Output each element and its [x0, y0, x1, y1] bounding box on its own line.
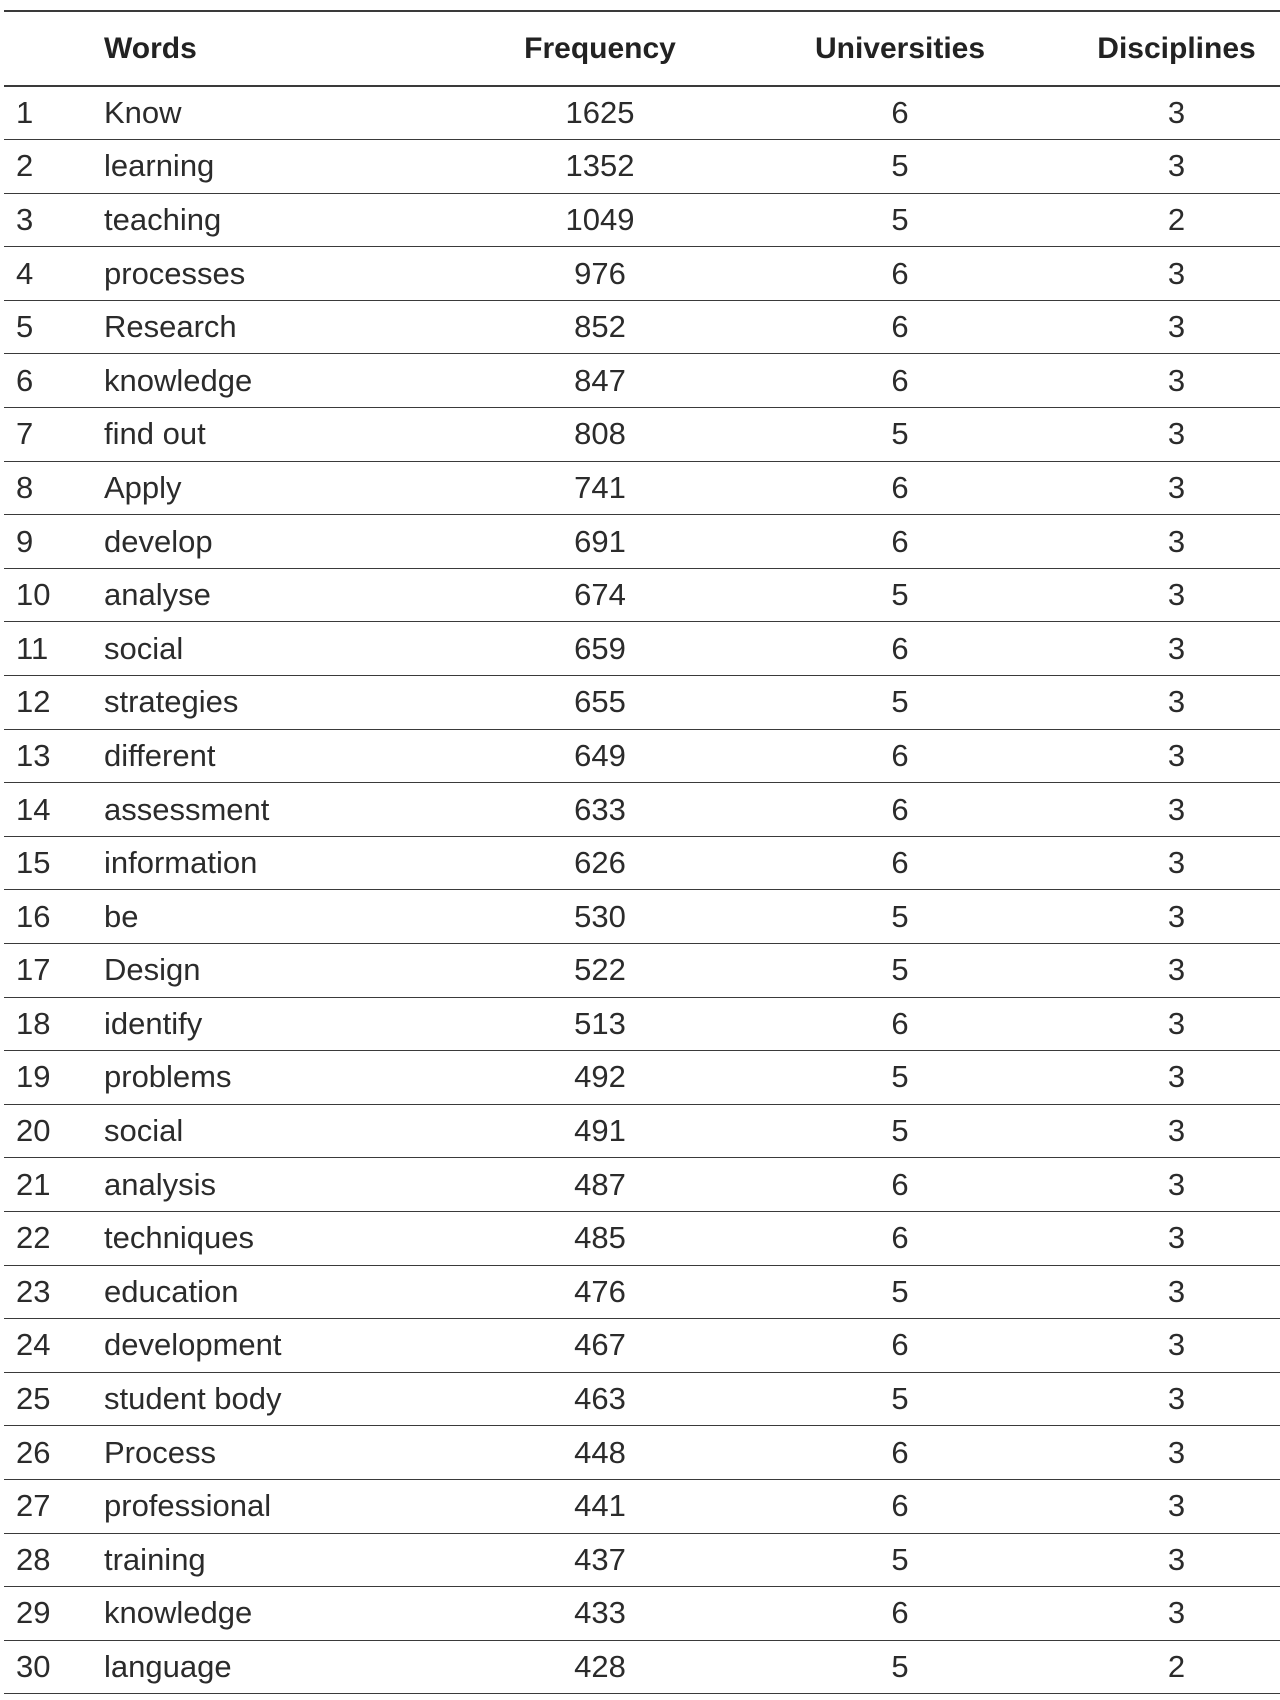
cell-disciplines: 3	[1167, 309, 1186, 345]
cell-rank: 24	[16, 1327, 51, 1363]
cell-universities: 6	[891, 1005, 909, 1041]
cell-universities: 6	[891, 1166, 909, 1202]
cell-frequency: 476	[574, 1273, 626, 1309]
cell-universities: 5	[891, 201, 909, 237]
cell-disciplines: 3	[1167, 1434, 1186, 1470]
table-row	[4, 515, 1280, 569]
cell-universities: 6	[891, 737, 909, 773]
cell-universities: 6	[891, 1220, 909, 1256]
cell-rank: 28	[16, 1541, 51, 1577]
cell-frequency: 437	[574, 1541, 626, 1577]
cell-frequency: 649	[574, 737, 626, 773]
cell-frequency: 852	[574, 309, 626, 345]
table-row	[4, 300, 1280, 354]
cell-word: different	[104, 737, 216, 773]
cell-rank: 22	[16, 1220, 51, 1256]
cell-frequency: 1352	[565, 148, 635, 184]
cell-word: assessment	[104, 791, 270, 827]
table-row	[4, 1158, 1280, 1212]
table-row	[4, 890, 1280, 944]
cell-word: problems	[104, 1059, 232, 1095]
cell-disciplines: 3	[1167, 1113, 1186, 1149]
cell-rank: 18	[16, 1005, 51, 1041]
cell-frequency: 487	[574, 1166, 626, 1202]
cell-frequency: 626	[574, 845, 626, 881]
cell-rank: 15	[16, 845, 51, 881]
table-row	[4, 729, 1280, 783]
cell-word: analyse	[104, 577, 211, 613]
cell-rank: 7	[16, 416, 34, 452]
cell-word: development	[104, 1327, 282, 1363]
cell-disciplines: 3	[1167, 577, 1186, 613]
cell-frequency: 691	[574, 523, 626, 559]
cell-universities: 6	[891, 523, 909, 559]
cell-frequency: 463	[574, 1381, 626, 1417]
table-body	[4, 86, 1280, 1694]
cell-frequency: 441	[574, 1488, 626, 1524]
cell-universities: 5	[891, 1273, 909, 1309]
cell-disciplines: 2	[1167, 201, 1186, 237]
cell-rank: 5	[16, 309, 34, 345]
table-row	[4, 1211, 1280, 1265]
cell-universities: 6	[891, 255, 909, 291]
cell-word: techniques	[104, 1220, 254, 1256]
cell-word: student body	[104, 1381, 282, 1417]
cell-disciplines: 3	[1167, 630, 1186, 666]
table-row	[4, 1104, 1280, 1158]
cell-word: strategies	[104, 684, 239, 720]
cell-frequency: 1049	[565, 201, 635, 237]
cell-rank: 2	[16, 148, 34, 184]
header-words: Words	[104, 31, 197, 65]
table-row	[4, 1319, 1280, 1373]
cell-rank: 25	[16, 1381, 51, 1417]
cell-word: find out	[104, 416, 206, 452]
cell-rank: 30	[16, 1649, 51, 1685]
word-frequency-table	[4, 10, 1280, 1694]
cell-frequency: 741	[574, 469, 626, 505]
cell-word: Research	[104, 309, 237, 345]
cell-rank: 6	[16, 362, 34, 398]
cell-disciplines: 3	[1167, 416, 1186, 452]
cell-rank: 21	[16, 1166, 51, 1202]
cell-word: Apply	[104, 469, 182, 505]
cell-frequency: 485	[574, 1220, 626, 1256]
cell-frequency: 492	[574, 1059, 626, 1095]
cell-universities: 5	[891, 1541, 909, 1577]
cell-frequency: 522	[574, 952, 626, 988]
cell-universities: 5	[891, 1649, 909, 1685]
cell-disciplines: 3	[1167, 469, 1186, 505]
cell-disciplines: 3	[1167, 1327, 1186, 1363]
cell-word: information	[104, 845, 258, 881]
table-row	[4, 622, 1280, 676]
cell-disciplines: 3	[1167, 255, 1186, 291]
cell-disciplines: 3	[1167, 684, 1186, 720]
table-row	[4, 86, 1280, 140]
cell-word: knowledge	[104, 1595, 253, 1631]
cell-rank: 9	[16, 523, 34, 559]
cell-rank: 29	[16, 1595, 51, 1631]
cell-universities: 5	[891, 684, 909, 720]
cell-universities: 6	[891, 1595, 909, 1631]
cell-disciplines: 3	[1167, 148, 1186, 184]
table-row	[4, 1533, 1280, 1587]
cell-word: Process	[104, 1434, 216, 1470]
table-row	[4, 783, 1280, 837]
cell-disciplines: 3	[1167, 1220, 1186, 1256]
table-row	[4, 568, 1280, 622]
cell-word: professional	[104, 1488, 272, 1524]
cell-universities: 5	[891, 416, 909, 452]
cell-universities: 5	[891, 148, 909, 184]
table-row	[4, 140, 1280, 194]
table-row	[4, 193, 1280, 247]
cell-universities: 5	[891, 1381, 909, 1417]
cell-frequency: 674	[574, 577, 626, 613]
cell-universities: 6	[891, 1327, 909, 1363]
cell-disciplines: 3	[1167, 1005, 1186, 1041]
cell-disciplines: 3	[1167, 95, 1186, 131]
table-row	[4, 1265, 1280, 1319]
cell-rank: 12	[16, 684, 51, 720]
table-row	[4, 408, 1280, 462]
cell-disciplines: 3	[1167, 1595, 1186, 1631]
cell-frequency: 976	[574, 255, 626, 291]
cell-universities: 6	[891, 845, 909, 881]
cell-rank: 8	[16, 469, 34, 505]
cell-rank: 10	[16, 577, 51, 613]
table-row	[4, 354, 1280, 408]
cell-disciplines: 3	[1167, 737, 1186, 773]
table-row	[4, 1051, 1280, 1105]
cell-word: training	[104, 1541, 206, 1577]
cell-universities: 6	[891, 1488, 909, 1524]
cell-word: teaching	[104, 201, 222, 237]
cell-frequency: 633	[574, 791, 626, 827]
cell-frequency: 659	[574, 630, 626, 666]
table-row	[4, 1426, 1280, 1480]
cell-universities: 6	[891, 791, 909, 827]
cell-rank: 27	[16, 1488, 51, 1524]
cell-disciplines: 3	[1167, 1541, 1186, 1577]
cell-frequency: 467	[574, 1327, 626, 1363]
cell-word: education	[104, 1273, 239, 1309]
cell-word: Design	[104, 952, 201, 988]
cell-universities: 5	[891, 952, 909, 988]
cell-universities: 6	[891, 309, 909, 345]
cell-frequency: 428	[574, 1649, 626, 1685]
cell-word: identify	[104, 1005, 203, 1041]
cell-universities: 6	[891, 469, 909, 505]
cell-frequency: 448	[574, 1434, 626, 1470]
cell-disciplines: 3	[1167, 952, 1186, 988]
cell-disciplines: 3	[1167, 362, 1186, 398]
header-row	[4, 11, 1280, 86]
header-rank	[4, 11, 104, 86]
cell-frequency: 808	[574, 416, 626, 452]
cell-frequency: 513	[574, 1005, 626, 1041]
cell-universities: 5	[891, 1059, 909, 1095]
table-row	[4, 944, 1280, 998]
table-row	[4, 997, 1280, 1051]
cell-word: social	[104, 1113, 184, 1149]
header-frequency: Frequency	[524, 31, 676, 65]
word-frequency-table-container	[4, 10, 1277, 1694]
cell-word: analysis	[104, 1166, 216, 1202]
cell-rank: 19	[16, 1059, 51, 1095]
cell-frequency: 847	[574, 362, 626, 398]
cell-universities: 5	[891, 577, 909, 613]
cell-rank: 26	[16, 1434, 51, 1470]
cell-frequency: 1625	[565, 95, 635, 131]
cell-universities: 6	[891, 630, 909, 666]
cell-universities: 6	[891, 95, 909, 131]
table-row	[4, 1372, 1280, 1426]
cell-rank: 17	[16, 952, 51, 988]
cell-universities: 6	[891, 362, 909, 398]
cell-rank: 1	[16, 95, 34, 131]
cell-frequency: 655	[574, 684, 626, 720]
cell-rank: 14	[16, 791, 51, 827]
cell-word: be	[104, 898, 139, 934]
cell-frequency: 491	[574, 1113, 626, 1149]
cell-universities: 6	[891, 1434, 909, 1470]
cell-rank: 4	[16, 255, 34, 291]
cell-universities: 5	[891, 1113, 909, 1149]
cell-disciplines: 3	[1167, 1166, 1186, 1202]
cell-disciplines: 3	[1167, 791, 1186, 827]
cell-word: Know	[104, 95, 182, 131]
table-row	[4, 461, 1280, 515]
cell-disciplines: 3	[1167, 523, 1186, 559]
cell-rank: 16	[16, 898, 51, 934]
table-row	[4, 247, 1280, 301]
cell-frequency: 433	[574, 1595, 626, 1631]
cell-rank: 13	[16, 737, 51, 773]
table-row	[4, 1640, 1280, 1694]
cell-disciplines: 3	[1167, 1273, 1186, 1309]
table-row	[4, 836, 1280, 890]
cell-rank: 3	[16, 201, 34, 237]
cell-word: develop	[104, 523, 213, 559]
table-header	[4, 11, 1280, 86]
cell-rank: 20	[16, 1113, 51, 1149]
cell-rank: 11	[16, 630, 49, 666]
table-row	[4, 676, 1280, 730]
cell-disciplines: 3	[1167, 1059, 1186, 1095]
cell-word: social	[104, 630, 184, 666]
table-row	[4, 1479, 1280, 1533]
header-disciplines: Disciplines	[1097, 31, 1256, 65]
cell-disciplines: 3	[1167, 898, 1186, 934]
cell-word: processes	[104, 255, 246, 291]
header-universities: Universities	[814, 31, 986, 65]
cell-word: language	[104, 1649, 232, 1685]
cell-disciplines: 3	[1167, 1381, 1186, 1417]
cell-universities: 5	[891, 898, 909, 934]
cell-frequency: 530	[574, 898, 626, 934]
cell-disciplines: 3	[1167, 845, 1186, 881]
cell-disciplines: 3	[1167, 1488, 1186, 1524]
cell-rank: 23	[16, 1273, 51, 1309]
cell-word: knowledge	[104, 362, 253, 398]
cell-word: learning	[104, 148, 215, 184]
cell-disciplines: 2	[1167, 1649, 1186, 1685]
table-row	[4, 1587, 1280, 1641]
